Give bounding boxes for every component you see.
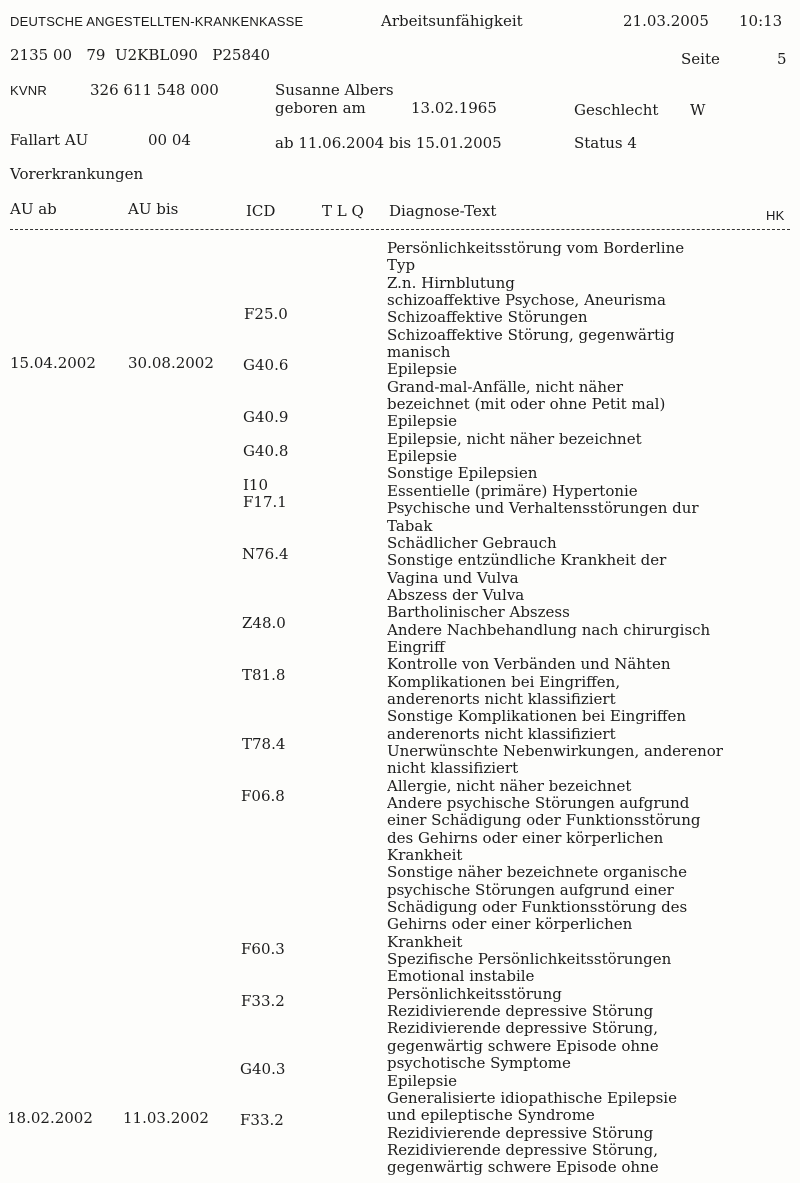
page-number: 5 [777, 50, 787, 68]
diagnosis-line: Schädigung oder Funktionsstörung des [387, 899, 688, 917]
col-diagnosis-text: Diagnose-Text [389, 202, 497, 220]
header-divider [10, 229, 790, 230]
diagnosis-line: gegenwärtig schwere Episode ohne [387, 1037, 659, 1055]
col-tlq: T L Q [322, 202, 364, 220]
icd-code: I10 [243, 476, 269, 494]
diagnosis-line: nicht klassifiziert [387, 760, 519, 778]
sex-value: W [690, 101, 706, 119]
print-date: 21.03.2005 [623, 12, 709, 30]
diagnosis-line: Rezidivierende depressive Störung, [387, 1020, 659, 1038]
diagnosis-line: Typ [387, 257, 416, 275]
col-au-bis: AU bis [128, 200, 179, 218]
diagnosis-line: Epilepsie [387, 448, 457, 466]
diagnosis-line: schizoaffektive Psychose, Aneurisma [387, 292, 666, 310]
birth-label: geboren am [275, 99, 366, 117]
period-2-ab: 18.02.2002 [7, 1109, 93, 1127]
kvnr-label: KVNR [10, 83, 47, 98]
col-hk: HK [766, 208, 785, 223]
case-label: Fallart AU [10, 131, 89, 149]
period-1-bis: 30.08.2002 [128, 354, 214, 372]
diagnosis-line: Sonstige näher bezeichnete organische [387, 864, 687, 882]
icd-code: F33.2 [240, 1111, 284, 1129]
diagnosis-text-column [387, 240, 787, 1177]
period-1-ab: 15.04.2002 [10, 354, 96, 372]
diagnosis-line: Gehirns oder einer körperlichen [387, 916, 633, 934]
diagnosis-line: bezeichnet (mit oder ohne Petit mal) [387, 396, 666, 414]
diagnosis-line: Persönlichkeitsstörung vom Borderline [387, 240, 685, 257]
document-type: Arbeitsunfähigkeit [381, 12, 523, 30]
icd-code: T78.4 [242, 735, 286, 753]
diagnosis-line: Rezidivierende depressive Störung [387, 1124, 654, 1142]
diagnosis-line: Generalisierte idiopathische Epilepsie [387, 1089, 677, 1107]
icd-code: F06.8 [241, 787, 285, 805]
diagnosis-line: Z.n. Hirnblutung [387, 274, 515, 292]
page-label: Seite [681, 50, 720, 68]
icd-code: T81.8 [242, 666, 286, 684]
icd-code: G40.9 [243, 408, 289, 426]
sex-label: Geschlecht [574, 101, 659, 119]
diagnosis-line: Spezifische Persönlichkeitsstörungen [387, 951, 672, 969]
section-title: Vorerkrankungen [10, 165, 144, 183]
diagnosis-line: des Gehirns oder einer körperlichen [387, 829, 664, 847]
diagnosis-line: Sonstige entzündliche Krankheit der [387, 552, 667, 570]
diagnosis-line: Psychische und Verhaltensstörungen dur [387, 500, 699, 518]
diagnosis-line: Abszess der Vulva [387, 586, 525, 604]
case-period: ab 11.06.2004 bis 15.01.2005 [275, 134, 502, 152]
print-time: 10:13 [739, 12, 783, 30]
diagnosis-line: psychische Störungen aufgrund einer [387, 881, 674, 899]
diagnosis-line: Vagina und Vulva [387, 569, 519, 587]
diagnosis-line: anderenorts nicht klassifiziert [387, 690, 616, 708]
diagnosis-line: und epileptische Syndrome [387, 1107, 595, 1125]
diagnosis-line: Komplikationen bei Eingriffen, [387, 673, 621, 691]
icd-code: F25.0 [244, 305, 288, 323]
diagnosis-line: Eingriff [387, 638, 445, 656]
diagnosis-line: Krankheit [387, 847, 463, 865]
period-2-bis: 11.03.2002 [123, 1109, 209, 1127]
diagnosis-line: Epilepsie [387, 413, 457, 431]
reference-line: 2135 00 79 U2KBL090 P25840 [10, 46, 271, 64]
diagnosis-line: Grand-mal-Anfälle, nicht näher [387, 378, 624, 396]
diagnosis-line: psychotische Symptome [387, 1055, 571, 1073]
icd-code: G40.6 [243, 356, 289, 374]
diagnosis-line: Persönlichkeitsstörung [387, 985, 562, 1003]
icd-code: G40.3 [240, 1060, 286, 1078]
icd-code: F17.1 [243, 493, 287, 511]
patient-name: Susanne Albers [275, 81, 394, 99]
diagnosis-line: Sonstige Epilepsien [387, 465, 538, 483]
diagnosis-line: Kontrolle von Verbänden und Nähten [387, 656, 671, 674]
diagnosis-line: Allergie, nicht näher bezeichnet [387, 777, 632, 795]
diagnosis-line: Unerwünschte Nebenwirkungen, anderenor [387, 742, 723, 760]
diagnosis-line: Schädlicher Gebrauch [387, 534, 557, 552]
diagnosis-line: Rezidivierende depressive Störung, [387, 1141, 659, 1159]
diagnosis-line: Bartholinischer Abszess [387, 604, 570, 622]
diagnosis-line: einer Schädigung oder Funktionsstörung [387, 812, 701, 830]
diagnosis-line: Sonstige Komplikationen bei Eingriffen [387, 708, 687, 726]
case-code: 00 04 [148, 131, 191, 149]
diagnosis-line: Emotional instabile [387, 968, 535, 986]
diagnosis-line: Schizoaffektive Störung, gegenwärtig [387, 326, 675, 344]
icd-code: F60.3 [241, 940, 285, 958]
diagnosis-line: manisch [387, 344, 451, 362]
diagnosis-line: Tabak [387, 517, 433, 535]
birth-date: 13.02.1965 [411, 99, 497, 117]
col-au-ab: AU ab [10, 200, 57, 218]
diagnosis-line: Krankheit [387, 933, 463, 951]
diagnosis-line: Andere Nachbehandlung nach chirurgisch [387, 621, 711, 639]
insurer-name: DEUTSCHE ANGESTELLTEN-KRANKENKASSE [10, 14, 304, 29]
diagnosis-line: Rezidivierende depressive Störung [387, 1003, 654, 1021]
diagnosis-line: Schizoaffektive Störungen [387, 309, 588, 327]
col-icd: ICD [246, 202, 276, 220]
icd-code: N76.4 [242, 545, 289, 563]
kvnr-value: 326 611 548 000 [90, 81, 219, 99]
diagnosis-line: Essentielle (primäre) Hypertonie [387, 482, 638, 500]
diagnosis-line: Andere psychische Störungen aufgrund [387, 795, 690, 812]
case-status: Status 4 [574, 134, 637, 152]
diagnosis-line: Epilepsie, nicht näher bezeichnet [387, 430, 642, 448]
diagnosis-line: Epilepsie [387, 361, 457, 379]
icd-code: G40.8 [243, 442, 289, 460]
diagnosis-line: gegenwärtig schwere Episode ohne [387, 1159, 659, 1177]
diagnosis-line: Epilepsie [387, 1072, 457, 1090]
icd-code: Z48.0 [242, 614, 286, 632]
icd-code: F33.2 [241, 992, 285, 1010]
diagnosis-line: anderenorts nicht klassifiziert [387, 725, 616, 743]
